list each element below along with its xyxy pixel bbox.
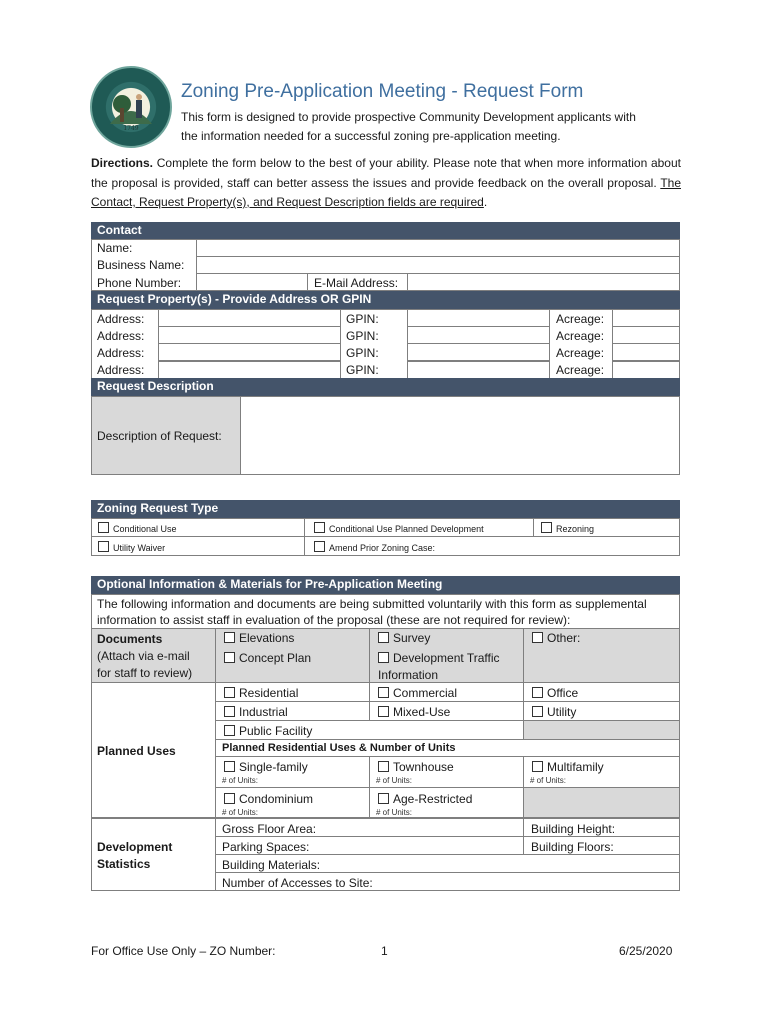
multifamily-option[interactable]: Multifamily	[532, 760, 604, 774]
checkbox-icon[interactable]	[224, 706, 235, 717]
zoning-header: Zoning Request Type	[91, 500, 680, 518]
dev-traffic-option[interactable]: Development Traffic	[378, 651, 500, 665]
planned-res-header: Planned Residential Uses & Number of Units	[222, 742, 456, 754]
phone-field[interactable]	[196, 273, 308, 291]
description-header: Request Description	[91, 378, 680, 396]
address-label-4: Address:	[97, 363, 145, 377]
checkbox-icon[interactable]	[98, 522, 109, 533]
gpin-field-2[interactable]	[407, 326, 550, 344]
address-field-2[interactable]	[158, 326, 341, 344]
checkbox-icon[interactable]	[314, 541, 325, 552]
county-seal-logo	[90, 66, 172, 148]
address-label-3: Address:	[97, 346, 145, 360]
utility-waiver-option[interactable]: Utility Waiver	[98, 541, 165, 553]
checkbox-icon[interactable]	[314, 522, 325, 533]
checkbox-icon[interactable]	[224, 761, 235, 772]
age-restricted-option[interactable]: Age-Restricted	[378, 792, 472, 806]
age-restricted-units[interactable]: # of Units:	[376, 808, 413, 817]
condominium-units[interactable]: # of Units:	[222, 808, 259, 817]
optional-intro-2: information to assist staff in evaluation of the proposal (these are not required for review):	[97, 613, 571, 627]
checkbox-icon[interactable]	[224, 652, 235, 663]
email-label: E-Mail Address:	[314, 276, 399, 290]
gpin-label-2: GPIN:	[346, 329, 379, 343]
checkbox-icon[interactable]	[378, 706, 389, 717]
industrial-option[interactable]: Industrial	[224, 705, 288, 719]
optional-intro-1: The following information and documents are being submitted voluntarily with this form as supplemental	[97, 597, 647, 611]
concept-plan-option[interactable]: Concept Plan	[224, 651, 311, 665]
acreage-field-3[interactable]	[612, 343, 680, 361]
materials-label: Building Materials:	[222, 858, 321, 872]
name-label: Name:	[97, 241, 133, 255]
dev-stats-label-cell	[91, 818, 216, 891]
address-field-3[interactable]	[158, 343, 341, 361]
checkbox-icon[interactable]	[224, 725, 235, 736]
description-field[interactable]	[240, 396, 680, 475]
townhouse-option[interactable]: Townhouse	[378, 760, 454, 774]
checkbox-icon[interactable]	[532, 706, 543, 717]
county-seal-icon	[92, 68, 170, 146]
cupd-option[interactable]: Conditional Use Planned Development	[314, 522, 484, 534]
directions-text: Directions. Complete the form below to the best of your ability. Please note that when more information about the proposal is provided, staff can better assess the issues and provide feedback on the overall proposal. The Contact, Request Property(s), and Request Description fields are required.	[91, 156, 681, 209]
checkbox-icon[interactable]	[541, 522, 552, 533]
dev-stats-label-1: Development	[97, 840, 173, 854]
gpin-label-1: GPIN:	[346, 312, 379, 326]
business-name-label: Business Name:	[97, 258, 185, 272]
page-title: Zoning Pre-Application Meeting - Request Form	[181, 81, 584, 102]
utility-option[interactable]: Utility	[532, 705, 576, 719]
gpin-field-4[interactable]	[407, 361, 550, 379]
checkbox-icon[interactable]	[378, 687, 389, 698]
checkbox-icon[interactable]	[378, 761, 389, 772]
dev-stats-label-2: Statistics	[97, 857, 151, 871]
accesses-label: Number of Accesses to Site:	[222, 876, 373, 890]
planned-uses-label: Planned Uses	[97, 744, 176, 758]
checkbox-icon[interactable]	[224, 793, 235, 804]
address-field-4[interactable]	[158, 361, 341, 379]
checkbox-icon[interactable]	[224, 687, 235, 698]
gross-floor-label: Gross Floor Area:	[222, 822, 317, 836]
footer-date: 6/25/2020	[619, 944, 673, 958]
acreage-field-1[interactable]	[612, 309, 680, 327]
phone-label: Phone Number:	[97, 276, 182, 290]
multifamily-units[interactable]: # of Units:	[530, 776, 567, 785]
documents-sub-2: for staff to review)	[97, 666, 193, 680]
address-field-1[interactable]	[158, 309, 341, 327]
gpin-field-3[interactable]	[407, 343, 550, 361]
address-label-2: Address:	[97, 329, 145, 343]
documents-sub-1: (Attach via e-mail	[97, 649, 190, 663]
building-height-label: Building Height:	[531, 822, 616, 836]
property-header: Request Property(s) - Provide Address OR GPIN	[91, 291, 680, 309]
building-floors-label: Building Floors:	[531, 840, 614, 854]
checkbox-icon[interactable]	[378, 793, 389, 804]
dev-traffic-line-2: Information	[378, 668, 439, 682]
amend-option[interactable]: Amend Prior Zoning Case:	[314, 541, 435, 553]
gpin-field-1[interactable]	[407, 309, 550, 327]
checkbox-icon[interactable]	[98, 541, 109, 552]
condominium-option[interactable]: Condominium	[224, 792, 313, 806]
public-facility-option[interactable]: Public Facility	[224, 724, 312, 738]
gpin-label-4: GPIN:	[346, 363, 379, 377]
acreage-field-4[interactable]	[612, 361, 680, 379]
intro-text: This form is designed to provide prospective Community Development applicants with the information needed for a successful zoning pre-application meeting.	[181, 110, 636, 143]
elevations-option[interactable]: Elevations	[224, 631, 294, 645]
commercial-option[interactable]: Commercial	[378, 686, 457, 700]
office-use-label: For Office Use Only – ZO Number:	[91, 944, 276, 958]
other-option[interactable]: Other:	[532, 631, 580, 645]
mixed-use-option[interactable]: Mixed-Use	[378, 705, 450, 719]
name-field[interactable]	[196, 239, 680, 257]
checkbox-icon[interactable]	[378, 632, 389, 643]
survey-option[interactable]: Survey	[378, 631, 430, 645]
res-cell-6	[523, 787, 680, 818]
page-number: 1	[381, 944, 388, 958]
description-label: Description of Request:	[97, 429, 222, 443]
contact-header: Contact	[91, 222, 680, 240]
checkbox-icon[interactable]	[532, 761, 543, 772]
documents-label: Documents	[97, 632, 163, 646]
single-family-units[interactable]: # of Units:	[222, 776, 259, 785]
residential-option[interactable]: Residential	[224, 686, 298, 700]
conditional-use-option[interactable]: Conditional Use	[98, 522, 177, 534]
office-option[interactable]: Office	[532, 686, 578, 700]
townhouse-units[interactable]: # of Units:	[376, 776, 413, 785]
email-field[interactable]	[407, 273, 680, 291]
rezoning-option[interactable]: Rezoning	[541, 522, 594, 534]
acreage-field-2[interactable]	[612, 326, 680, 344]
checkbox-icon[interactable]	[532, 687, 543, 698]
address-label-1: Address:	[97, 312, 145, 326]
acreage-label-2: Acreage:	[556, 329, 605, 343]
checkbox-icon[interactable]	[378, 652, 389, 663]
business-name-field[interactable]	[196, 256, 680, 274]
uses-cell-8	[523, 720, 680, 740]
svg-text:1749: 1749	[123, 125, 139, 132]
acreage-label-4: Acreage:	[556, 363, 605, 377]
checkbox-icon[interactable]	[532, 632, 543, 643]
acreage-label-3: Acreage:	[556, 346, 605, 360]
gpin-label-3: GPIN:	[346, 346, 379, 360]
optional-header: Optional Information & Materials for Pre-Application Meeting	[91, 576, 680, 594]
checkbox-icon[interactable]	[224, 632, 235, 643]
single-family-option[interactable]: Single-family	[224, 760, 308, 774]
parking-label: Parking Spaces:	[222, 840, 310, 854]
acreage-label-1: Acreage:	[556, 312, 605, 326]
